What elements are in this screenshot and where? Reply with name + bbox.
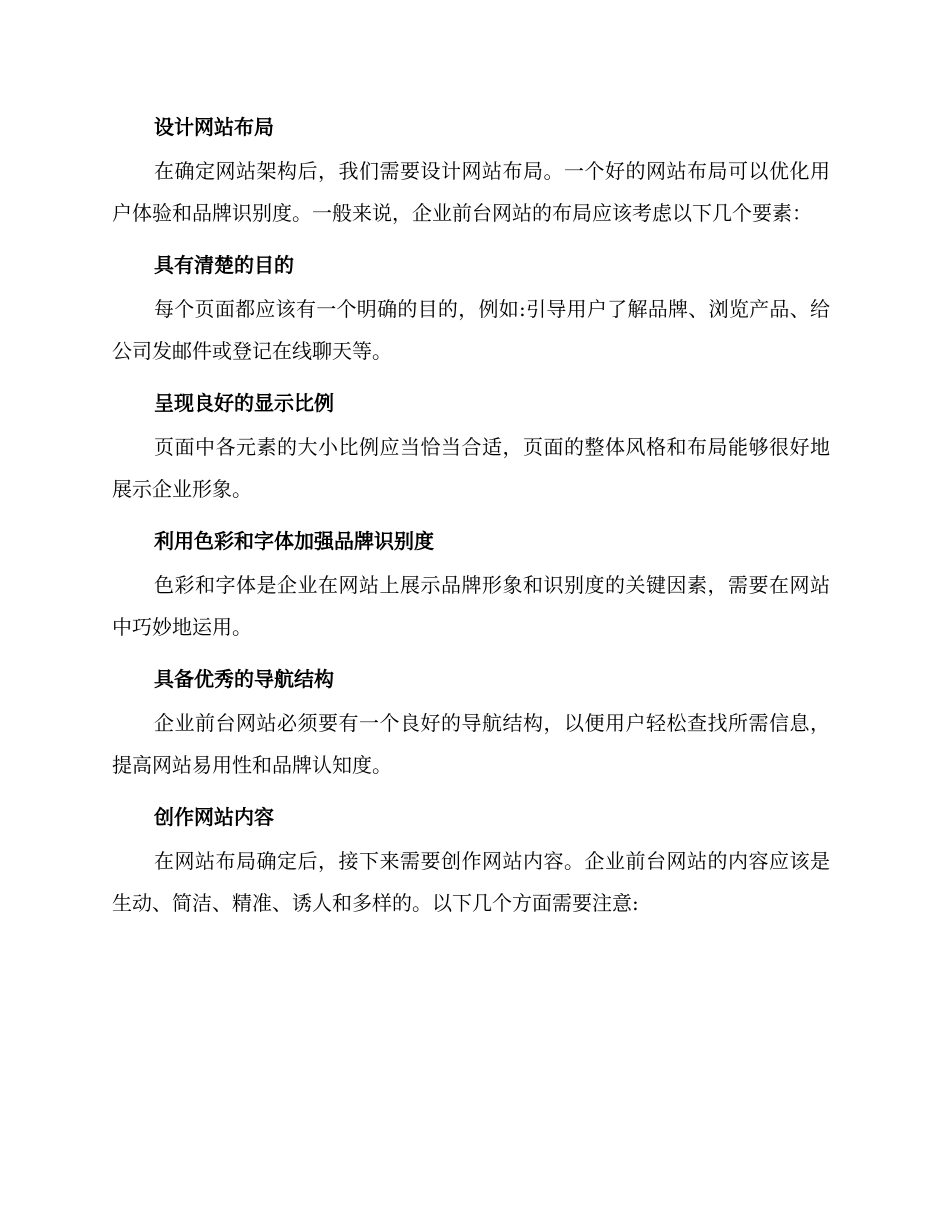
section-paragraph-content: 在网站布局确定后，接下来需要创作网站内容。企业前台网站的内容应该是生动、简洁、精准、诱人和多样的。以下几个方面需要注意:	[112, 849, 830, 915]
section-heading-content: 创作网站内容	[154, 805, 274, 829]
section-heading-color-font: 利用色彩和字体加强品牌识别度	[154, 529, 434, 553]
section-paragraph-clear-purpose: 每个页面都应该有一个明确的目的，例如:引导用户了解品牌、浏览产品、给公司发邮件或登记在线聊天等。	[112, 297, 830, 363]
section-heading-display-ratio: 呈现良好的显示比例	[154, 391, 334, 415]
section-paragraph-color-font: 色彩和字体是企业在网站上展示品牌形象和识别度的关键因素，需要在网站中巧妙地运用。	[112, 573, 830, 639]
document-page	[112, 104, 830, 932]
section-paragraph-navigation: 企业前台网站必须要有一个良好的导航结构，以便用户轻松查找所需信息，提高网站易用性和品牌认知度。	[112, 711, 830, 777]
section-heading-navigation: 具备优秀的导航结构	[154, 667, 334, 691]
section-paragraph-display-ratio: 页面中各元素的大小比例应当恰当合适，页面的整体风格和布局能够很好地展示企业形象。	[112, 435, 830, 501]
section-paragraph-layout: 在确定网站架构后，我们需要设计网站布局。一个好的网站布局可以优化用户体验和品牌识别度。一般来说，企业前台网站的布局应该考虑以下几个要素：	[112, 159, 830, 225]
section-heading-clear-purpose: 具有清楚的目的	[154, 253, 294, 277]
section-heading-layout: 设计网站布局	[154, 115, 274, 139]
